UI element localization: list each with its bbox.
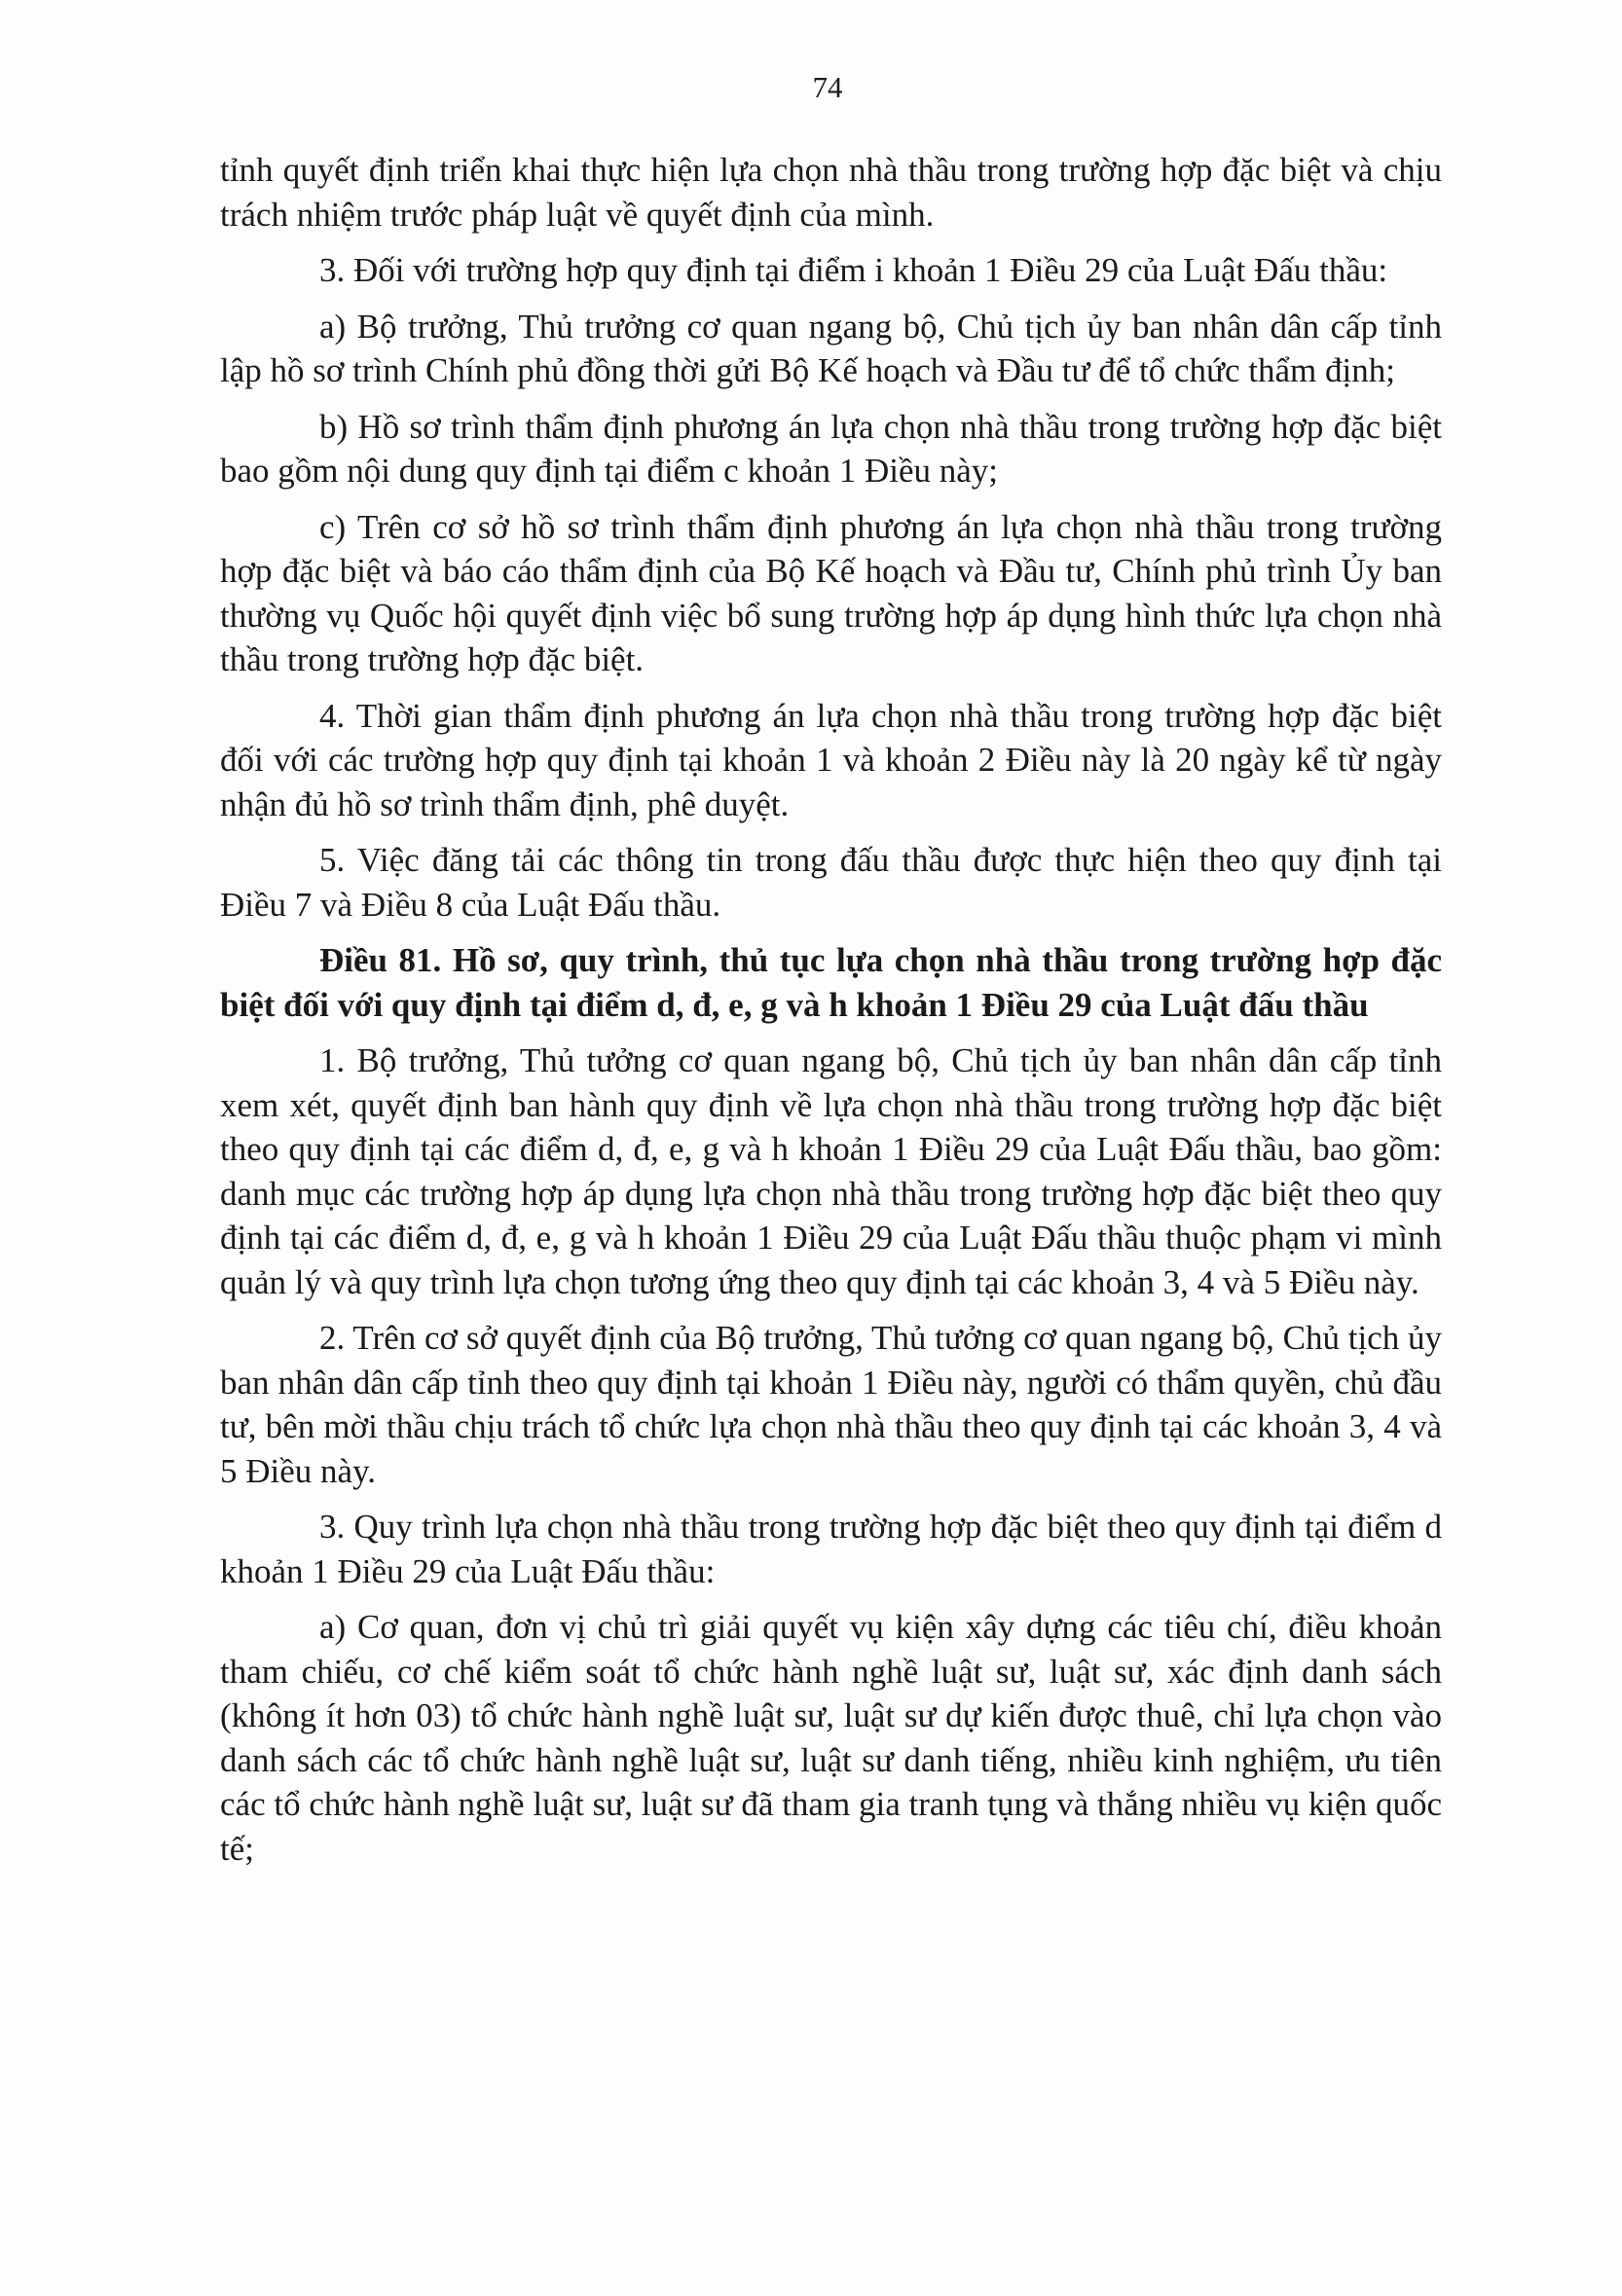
article-81-heading: Điều 81. Hồ sơ, quy trình, thủ tục lựa chọn nhà thầu trong trường hợp đặc biệt đối với quy định tại điểm d, đ, e, g và h khoản 1 Điều 29 của Luật đấu thầu bbox=[220, 941, 1442, 1024]
paragraph-point-b: b) Hồ sơ trình thẩm định phương án lựa chọn nhà thầu trong trường hợp đặc biệt bao gồm nội dung quy định tại điểm c khoản 1 Điều này; bbox=[220, 407, 1442, 490]
paragraph-clause-3: 3. Đối với trường hợp quy định tại điểm i khoản 1 Điều 29 của Luật Đấu thầu: bbox=[319, 251, 1388, 289]
paragraph-continued: tỉnh quyết định triển khai thực hiện lựa chọn nhà thầu trong trường hợp đặc biệt và chịu trách nhiệm trước pháp luật về quyết định của mình. bbox=[220, 151, 1442, 234]
article-81-clause-2: 2. Trên cơ sở quyết định của Bộ trưởng, Thủ tưởng cơ quan ngang bộ, Chủ tịch ủy ban nhân dân cấp tỉnh theo quy định tại khoản 1 Điều này, người có thẩm quyền, chủ đầu tư, bên mời thầu chịu trách tổ chức lựa chọn nhà thầu theo quy định tại các khoản 3, 4 và 5 Điều này. bbox=[220, 1319, 1442, 1490]
page-number: 74 bbox=[812, 70, 843, 104]
paragraph-point-c: c) Trên cơ sở hồ sơ trình thẩm định phương án lựa chọn nhà thầu trong trường hợp đặc biệt và báo cáo thẩm định của Bộ Kế hoạch và Đầu tư, Chính phủ trình Ủy ban thường vụ Quốc hội quyết định việc bổ sung trường hợp áp dụng hình thức lựa chọn nhà thầu trong trường hợp đặc biệt. bbox=[220, 507, 1442, 678]
paragraph-clause-5: 5. Việc đăng tải các thông tin trong đấu thầu được thực hiện theo quy định tại Điều 7 và Điều 8 của Luật Đấu thầu. bbox=[220, 841, 1442, 924]
document-body bbox=[220, 148, 1442, 1882]
article-81-clause-3-point-a: a) Cơ quan, đơn vị chủ trì giải quyết vụ kiện xây dựng các tiêu chí, điều khoản tham chiếu, cơ chế kiểm soát tổ chức hành nghề luật sư, luật sư, xác định danh sách (không ít hơn 03) tổ chức hành nghề luật sư, luật sư dự kiến được thuê, chỉ lựa chọn vào danh sách các tổ chức hành nghề luật sư, luật sư danh tiếng, nhiều kinh nghiệm, ưu tiên các tổ chức hành nghề luật sư, luật sư đã tham gia tranh tụng và thắng nhiều vụ kiện quốc tế; bbox=[220, 1608, 1442, 1868]
paragraph-point-a: a) Bộ trưởng, Thủ trưởng cơ quan ngang bộ, Chủ tịch ủy ban nhân dân cấp tỉnh lập hồ sơ trình Chính phủ đồng thời gửi Bộ Kế hoạch và Đầu tư để tổ chức thẩm định; bbox=[220, 307, 1442, 389]
article-81-clause-1: 1. Bộ trưởng, Thủ tưởng cơ quan ngang bộ, Chủ tịch ủy ban nhân dân cấp tỉnh xem xét, quyết định ban hành quy định về lựa chọn nhà thầu trong trường hợp đặc biệt theo quy định tại các điểm d, đ, e, g và h khoản 1 Điều 29 của Luật Đấu thầu, bao gồm: danh mục các trường hợp áp dụng lựa chọn nhà thầu trong trường hợp đặc biệt theo quy định tại các điểm d, đ, e, g và h khoản 1 Điều 29 của Luật Đấu thầu thuộc phạm vi mình quản lý và quy trình lựa chọn tương ứng theo quy định tại các khoản 3, 4 và 5 Điều này. bbox=[220, 1041, 1442, 1301]
paragraph-clause-4: 4. Thời gian thẩm định phương án lựa chọn nhà thầu trong trường hợp đặc biệt đối với các trường hợp quy định tại khoản 1 và khoản 2 Điều này là 20 ngày kể từ ngày nhận đủ hồ sơ trình thẩm định, phê duyệt. bbox=[220, 696, 1442, 823]
article-81-clause-3: 3. Quy trình lựa chọn nhà thầu trong trường hợp đặc biệt theo quy định tại điểm d khoản 1 Điều 29 của Luật Đấu thầu: bbox=[220, 1508, 1442, 1590]
